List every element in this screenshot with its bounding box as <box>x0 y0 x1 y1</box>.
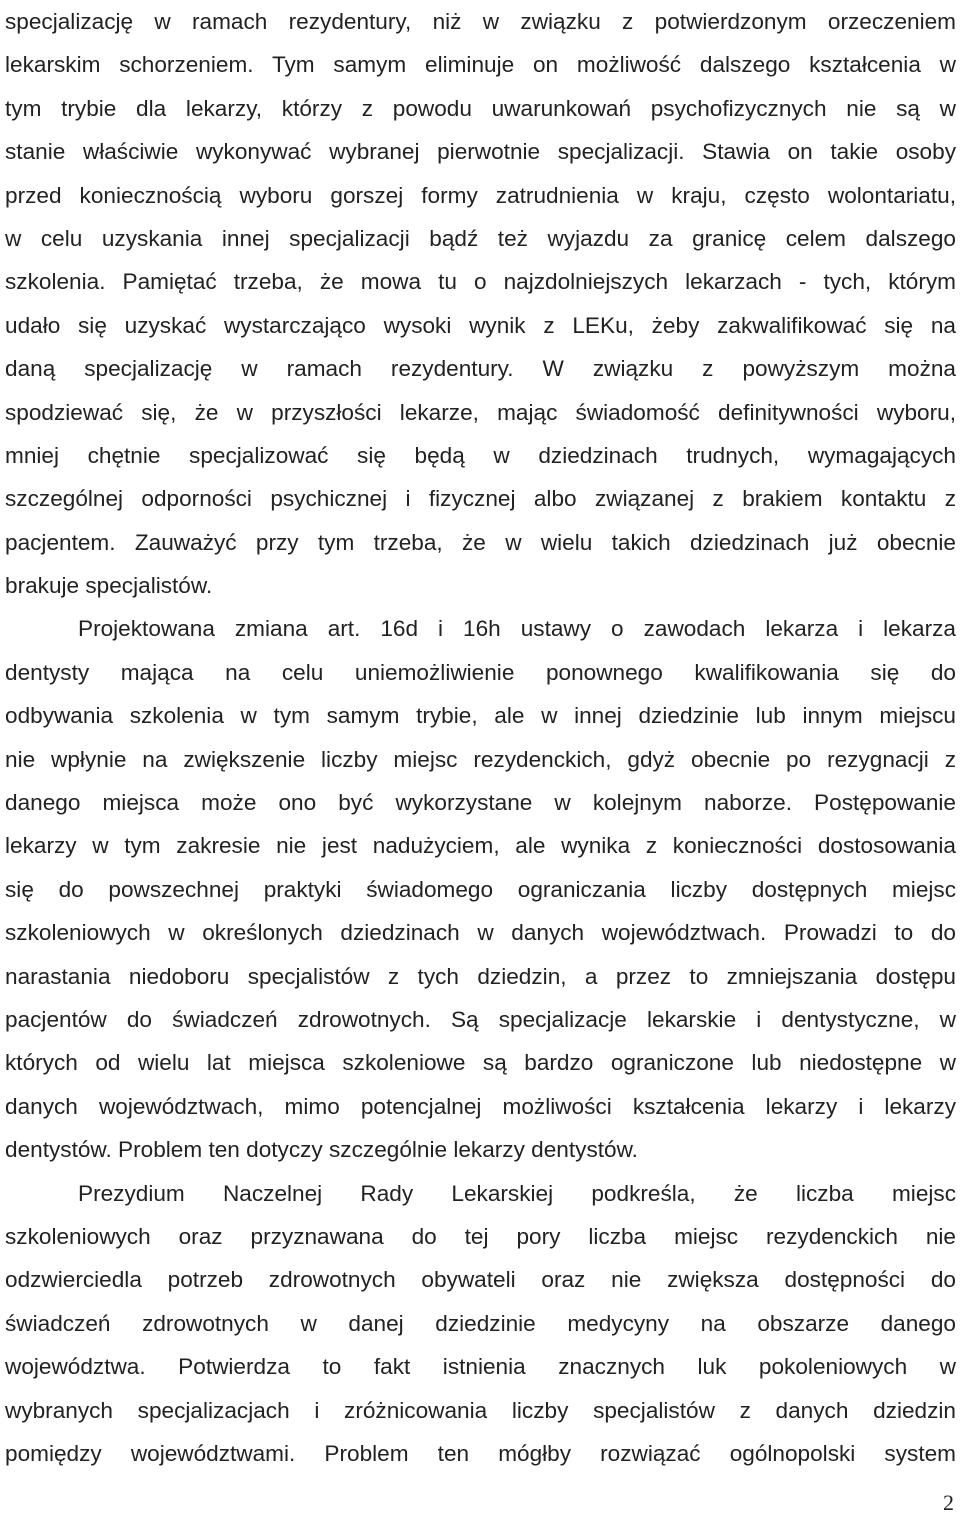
text-line: pacjentem. Zauważyć przy tym trzeba, że w wielu takich dziedzinach już obecnie <box>5 529 956 555</box>
text-line: mniej chętnie specjalizować się będą w dziedzinach trudnych, wymagających <box>5 442 956 468</box>
text-line: daną specjalizację w ramach rezydentury. W związku z powyższym można <box>5 356 956 382</box>
text-line: szczególnej odporności psychicznej i fizycznej albo związanej z brakiem kontaktu z <box>5 486 956 512</box>
page-number: 2 <box>943 1490 954 1515</box>
text-line: świadczeń zdrowotnych w danej dziedzinie medycyny na obszarze danego <box>5 1310 956 1336</box>
text-line: odbywania szkolenia w tym samym trybie, ale w innej dziedzinie lub innym miejscu <box>5 703 956 729</box>
text-line: Projektowana zmiana art. 16d i 16h ustawy o zawodach lekarza i lekarza <box>78 616 956 642</box>
text-line: nie wpłynie na zwiększenie liczby miejsc rezydenckich, gdyż obecnie po rezygnacji z <box>5 746 956 772</box>
text-line: się do powszechnej praktyki świadomego ograniczania liczby dostępnych miejsc <box>5 876 956 902</box>
paragraph-2 <box>5 607 956 1171</box>
text-line: spodziewać się, że w przyszłości lekarze, mając świadomość definitywności wyboru, <box>5 399 956 425</box>
text-line: brakuje specjalistów. <box>5 573 213 599</box>
text-line: w celu uzyskania innej specjalizacji bądź też wyjazdu za granicę celem dalszego <box>5 225 956 251</box>
text-line: odzwierciedla potrzeb zdrowotnych obywateli oraz nie zwiększa dostępności do <box>5 1267 956 1293</box>
text-line: pomiędzy województwami. Problem ten mógłby rozwiązać ogólnopolski system <box>5 1440 956 1466</box>
text-line: których od wielu lat miejsca szkoleniowe są bardzo ograniczone lub niedostępne w <box>5 1050 956 1076</box>
text-line: szkoleniowych oraz przyznawana do tej pory liczba miejsc rezydenckich nie <box>5 1223 956 1249</box>
text-line: przed koniecznością wyboru gorszej formy zatrudnienia w kraju, często wolontariatu, <box>5 182 956 208</box>
text-line: szkolenia. Pamiętać trzeba, że mowa tu o najzdolniejszych lekarzach - tych, którym <box>5 269 956 295</box>
text-line: stanie właściwie wykonywać wybranej pierwotnie specjalizacji. Stawia on takie osoby <box>5 139 956 165</box>
text-line: województwa. Potwierdza to fakt istnienia znacznych luk pokoleniowych w <box>5 1354 956 1380</box>
paragraph-1 <box>5 0 956 607</box>
text-line: narastania niedoboru specjalistów z tych dziedzin, a przez to zmniejszania dostępu <box>5 963 956 989</box>
text-line: pacjentów do świadczeń zdrowotnych. Są specjalizacje lekarskie i dentystyczne, w <box>5 1006 956 1032</box>
document-page <box>5 0 956 1475</box>
text-line: dentysty mająca na celu uniemożliwienie ponownego kwalifikowania się do <box>5 659 956 685</box>
text-line: lekarzy w tym zakresie nie jest nadużyciem, ale wynika z konieczności dostosowania <box>5 833 956 859</box>
text-line: lekarskim schorzeniem. Tym samym eliminuje on możliwość dalszego kształcenia w <box>5 52 956 78</box>
text-line: Prezydium Naczelnej Rady Lekarskiej podkreśla, że liczba miejsc <box>78 1180 956 1206</box>
text-line: wybranych specjalizacjach i zróżnicowania liczby specjalistów z danych dziedzin <box>5 1397 956 1423</box>
text-line: tym trybie dla lekarzy, którzy z powodu uwarunkowań psychofizycznych nie są w <box>5 95 956 121</box>
text-line: specjalizację w ramach rezydentury, niż w związku z potwierdzonym orzeczeniem <box>5 9 956 34</box>
paragraph-3 <box>5 1172 956 1476</box>
text-line: szkoleniowych w określonych dziedzinach w danych województwach. Prowadzi to do <box>5 920 956 946</box>
text-line: danego miejsca może ono być wykorzystane w kolejnym naborze. Postępowanie <box>5 790 956 816</box>
text-line: dentystów. Problem ten dotyczy szczególnie lekarzy dentystów. <box>5 1137 638 1163</box>
text-line: udało się uzyskać wystarczająco wysoki wynik z LEKu, żeby zakwalifikować się na <box>5 312 956 338</box>
text-line: danych województwach, mimo potencjalnej możliwości kształcenia lekarzy i lekarzy <box>5 1093 956 1119</box>
